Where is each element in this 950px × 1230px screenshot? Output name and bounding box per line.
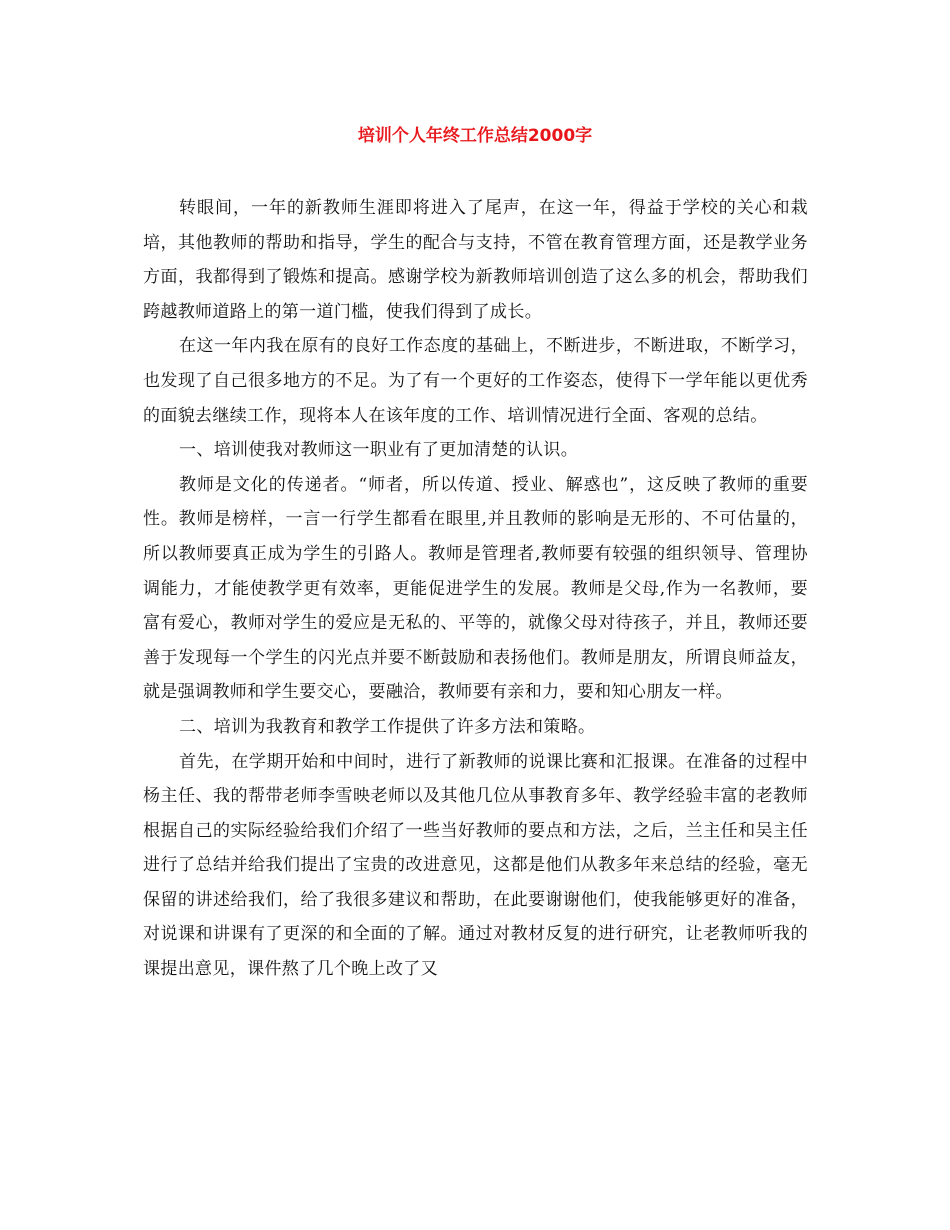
paragraph-attitude: 在这一年内我在原有的良好工作态度的基础上，不断进步，不断进取，不断学习，也发现了自己很多地方的不足。为了有一个更好的工作姿态，使得下一学年能以更优秀的面貌去继续工作，现将本人在该年度的工作、培训情况进行全面、客观的总结。 [143,336,808,426]
paragraph-intro: 转眼间，一年的新教师生涯即将进入了尾声，在这一年，得益于学校的关心和栽培，其他教师的帮助和指导，学生的配合与支持，不管在教育管理方面，还是教学业务方面，我都得到了锻炼和提高。感谢学校为新教师培训创造了这么多的机会，帮助我们跨越教师道路上的第一道门槛，使我们得到了成长。 [143,198,808,322]
section-heading-2: 二、培训为我教育和教学工作提供了许多方法和策略。 [179,716,596,737]
document-body [143,191,808,987]
paragraph-methods: 首先，在学期开始和中间时，进行了新教师的说课比赛和汇报课。在准备的过程中杨主任、我的帮带老师李雪映老师以及其他几位从事教育多年、教学经验丰富的老教师根据自己的实际经验给我们介绍了一些当好教师的要点和方法，之后，兰主任和吴主任进行了总结并给我们提出了宝贵的改进意见，这都是他们从教多年来总结的经验，毫无保留的讲述给我们，给了我很多建议和帮助，在此要谢谢他们，使我能够更好的准备，对说课和讲课有了更深的和全面的了解。通过对教材反复的进行研究，让老教师听我的课提出意见，课件熬了几个晚上改了又 [143,751,808,980]
document-title: 培训个人年终工作总结2000字 [357,126,593,146]
section-heading-1: 一、培训使我对教师这一职业有了更加清楚的认识。 [179,440,579,461]
paragraph-teacher-roles: 教师是文化的传递者。“师者，所以传道、授业、解惑也”，这反映了教师的重要性。教师是榜样，一言一行学生都看在眼里,并且教师的影响是无形的、不可估量的，所以教师要真正成为学生的引路人。教师是管理者,教师要有较强的组织领导、管理协调能力，才能使教学更有效率，更能促进学生的发展。教师是父母,作为一名教师，要富有爱心，教师对学生的爱应是无私的、平等的，就像父母对待孩子，并且，教师还要善于发现每一个学生的闪光点并要不断鼓励和表扬他们。教师是朋友，所谓良师益友，就是强调教师和学生要交心，要融洽，教师要有亲和力，要和知心朋友一样。 [143,474,808,703]
